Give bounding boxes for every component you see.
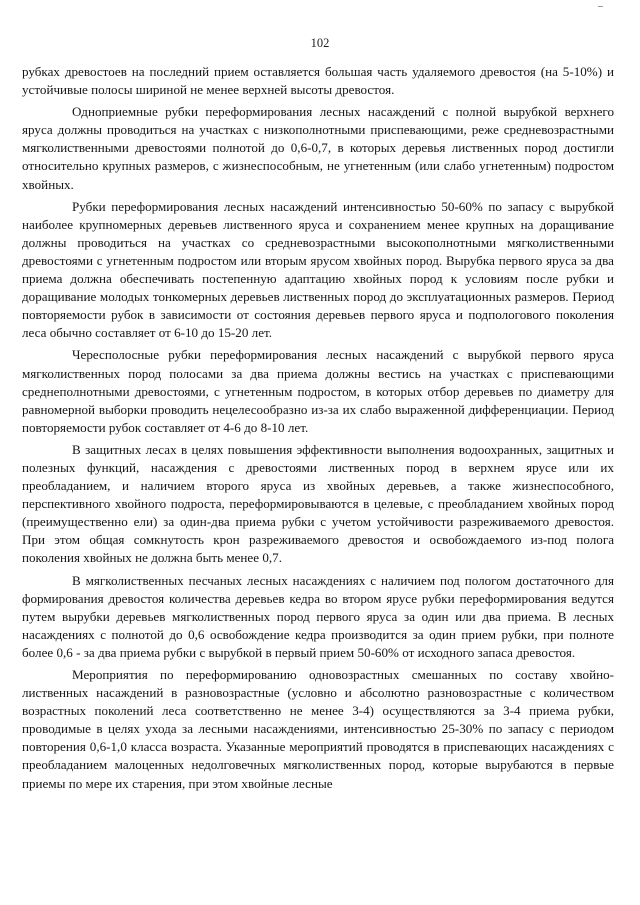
paragraph-7: Мероприятия по переформированию одновозрастных смешанных по составу хвойно-лиственных насаждений в разновозрастные (условно и абсолютно разновозрастные с количеством возрастных поколений леса соответственно не менее 3-4) осуществляются за 3-4 приема рубки, проводимые в целях ухода за лесными насаждениями, интенсивностью 25-30% по запасу с периодом повторения 0,6-1,0 класса возраста. Указанные мероприятий проводятся в приспевающих насаждениях с преобладанием малоценных недолговечных мягколиственных пород, которые вырубаются в первые приемы по мере их старения, при этом хвойные лесные bbox=[22, 667, 614, 791]
text-body bbox=[22, 63, 614, 797]
paragraph-3: Рубки переформирования лесных насаждений интенсивностью 50-60% по запасу с вырубкой наиболее крупномерных деревьев лиственного яруса и сохранением менее крупных на доращивание должны проводиться на участках со средневозрастными высокополнотными мягколиственными древостоями с угнетенным подростом или вторым ярусом хвойных пород. Вырубка первого яруса за два приема должна обеспечивать постепенную адаптацию хвойных пород к условиям после рубки и доращивание молодых тонкомерных деревьев лиственных пород до эксплуатационных размеров. Период повторяемости рубок в зависимости от состояния деревьев первого яруса и подпологового поколения леса обычно составляет от 6-10 до 15-20 лет. bbox=[22, 198, 614, 341]
paragraph-1: рубках древостоев на последний прием оставляется большая часть удаляемого древостоя (на 5-10%) и устойчивые полосы шириной не менее верхней высоты древостоя. bbox=[22, 64, 614, 98]
paragraph-4: Чересполосные рубки переформирования лесных насаждений с вырубкой первого яруса мягколиственных пород полосами за два приема должны вестись на участках с приспевающими среднеполнотными древостоями, с угнетенным подростом, в которых отбор деревьев по диаметру для равномерной выборки проводить нецелесообразно из-за их слабо выраженной дифференциации. Период повторяемости рубок составляет от 4-6 до 8-10 лет. bbox=[22, 347, 614, 435]
paragraph-5: В защитных лесах в целях повышения эффективности выполнения водоохранных, защитных и полезных функций, насаждения с древостоями лиственных пород в верхнем ярусе или их преобладанием, и наличием второго яруса из хвойных деревьев, а также жизнеспособного, перспективного хвойного подроста, переформировываются в целевые, с преобладанием хвойных пород (преимущественно ели) за один-два приема рубки с учетом устойчивости разреживаемого древостоя. При этом общая сомкнутость крон разреживаемого древостоя и освобождаемого из-под полога поколения хвойных не должна быть менее 0,7. bbox=[22, 441, 614, 566]
paragraph-6: В мягколиственных песчаных лесных насаждениях с наличием под пологом достаточного для формирования древостоя количества деревьев кедра во втором ярусе рубки переформирования ведутся путем вырубки деревьев мягколиственных пород первого яруса за один или два приема. В лесных насаждениях с полнотой до 0,6 освобождение кедра производится за один прием рубки, при полноте более 0,6 - за два приема рубки с вырубкой в первый прием 50-60% от исходного запаса древостоя. bbox=[22, 572, 614, 660]
page-number: 102 bbox=[310, 36, 330, 50]
paragraph-2: Одноприемные рубки переформирования лесных насаждений с полной вырубкой верхнего яруса должны проводиться на участках с низкополнотными приспевающими, реже средневозрастными мягколиственными древостоями полнотой до 0,6-0,7, в которых деревья лиственных пород достигли относительно крупных размеров, с жизнеспособным, не угнетенным (или слабо угнетенным) подростом хвойных. bbox=[22, 104, 614, 192]
scan-speck bbox=[598, 6, 603, 7]
